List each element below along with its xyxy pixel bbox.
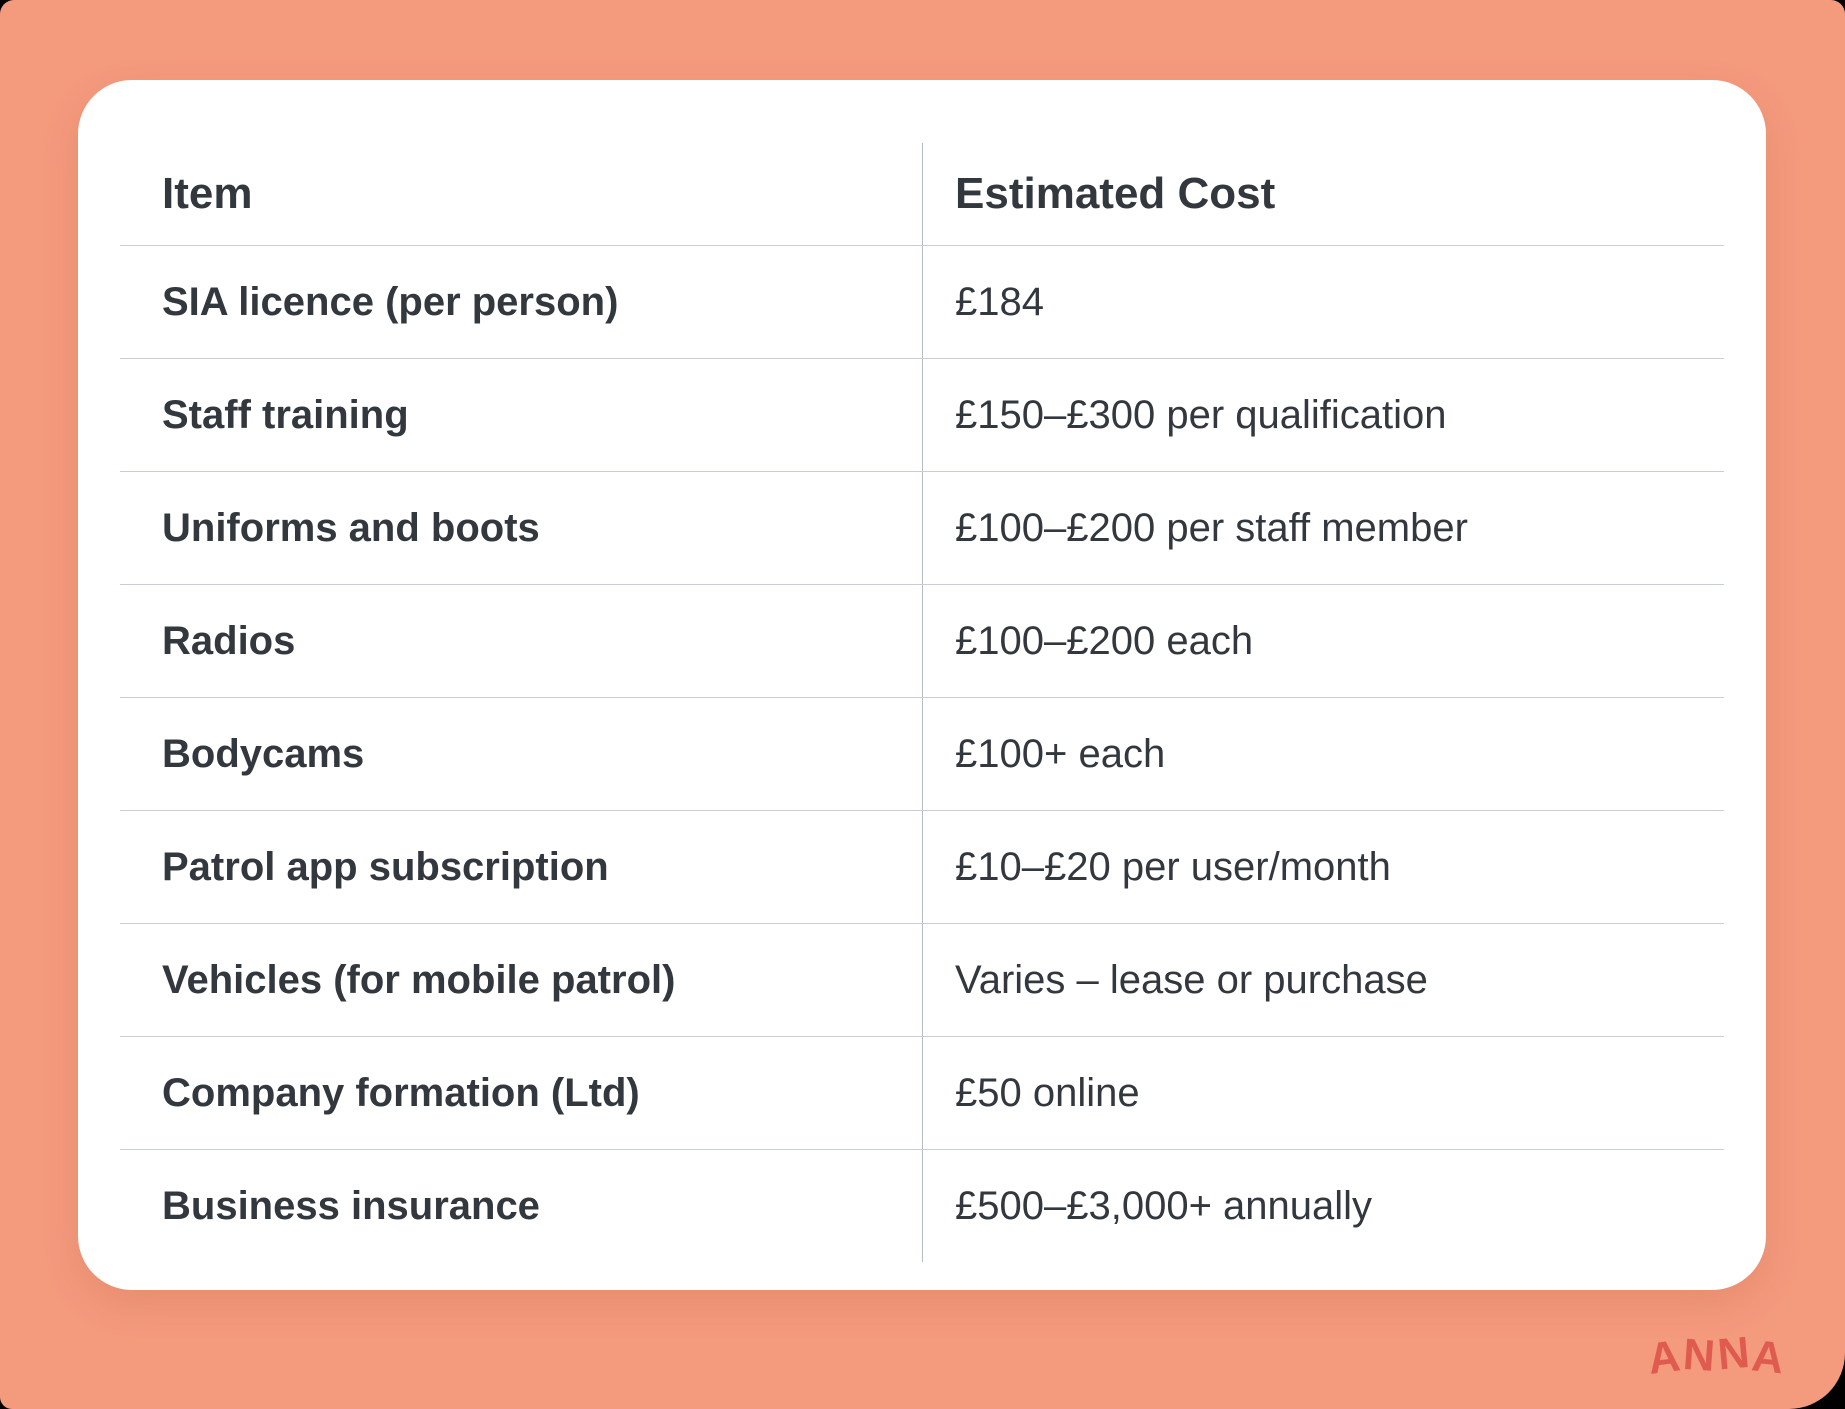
item-cell: Vehicles (for mobile patrol): [162, 957, 676, 1002]
item-cell: Staff training: [162, 392, 409, 437]
cost-table-card: [78, 80, 1766, 1290]
item-cell: Business insurance: [162, 1183, 540, 1228]
cost-cell: £150–£300 per qualification: [922, 359, 1724, 471]
table-row: [120, 1150, 1724, 1262]
item-cell: Uniforms and boots: [162, 505, 540, 550]
cost-cell: £100+ each: [922, 698, 1724, 810]
cost-cell: £100–£200 each: [922, 585, 1724, 697]
table-row: [120, 472, 1724, 585]
item-cell: Company formation (Ltd): [162, 1070, 640, 1115]
cost-cell: £50 online: [922, 1037, 1724, 1149]
item-cell: Patrol app subscription: [162, 844, 609, 889]
cost-cell: £500–£3,000+ annually: [922, 1150, 1724, 1262]
item-cell: Bodycams: [162, 731, 365, 776]
table-row: [120, 924, 1724, 1037]
cost-cell: Varies – lease or purchase: [922, 924, 1724, 1036]
item-cell: Radios: [162, 618, 296, 663]
column-header-estimated-cost: Estimated Cost: [922, 143, 1724, 245]
table-row: [120, 811, 1724, 924]
table-header-row: [120, 143, 1724, 246]
column-header-item: Item: [162, 169, 253, 218]
anna-logo: ANNA: [1645, 1327, 1790, 1384]
table-row: [120, 585, 1724, 698]
table-body: [120, 246, 1724, 1262]
table-row: [120, 698, 1724, 811]
table-row: [120, 359, 1724, 472]
table-row: [120, 1037, 1724, 1150]
cost-cell: £184: [922, 246, 1724, 358]
cost-cell: £10–£20 per user/month: [922, 811, 1724, 923]
item-cell: SIA licence (per person): [162, 279, 619, 324]
cost-cell: £100–£200 per staff member: [922, 472, 1724, 584]
cost-table: [120, 143, 1724, 1262]
table-row: [120, 246, 1724, 359]
